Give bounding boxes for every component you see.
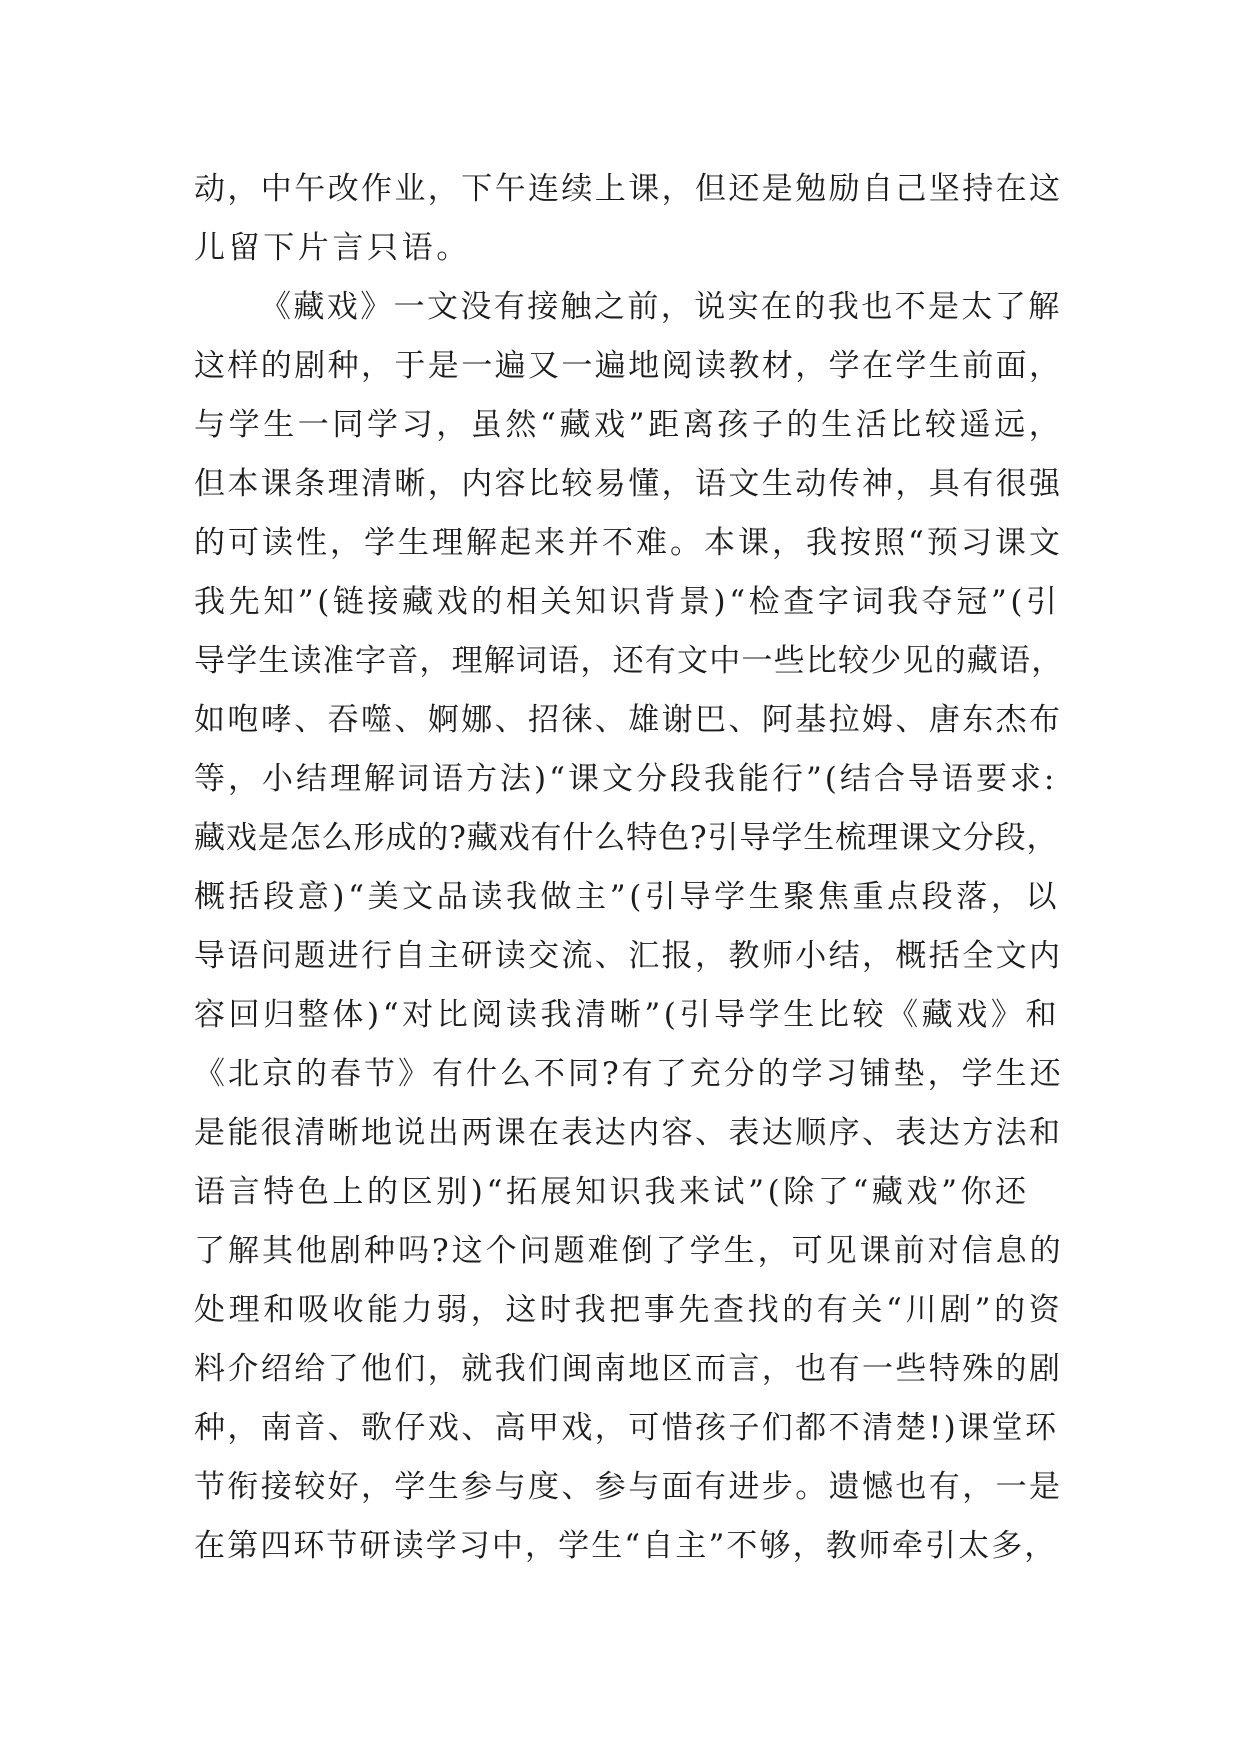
text-line: 《北京的春节》有什么不同?有了充分的学习铺垫，学生还	[194, 1056, 1064, 1092]
text-line: 藏戏是怎么形成的?藏戏有什么特色?引导学生梳理课文分段，	[194, 820, 1059, 856]
text-line: 导语问题进行自主研读交流、汇报，教师小结，概括全文内	[194, 938, 1063, 974]
text-line: 儿留下片言只语。	[194, 230, 471, 266]
text-line: 容回归整体)“对比阅读我清晰”(引导学生比较《藏戏》和	[194, 997, 1061, 1033]
text-line: 的可读性，学生理解起来并不难。本课，我按照“预习课文	[194, 525, 1063, 561]
body-text	[194, 160, 1064, 1576]
text-line: 这样的剧种，于是一遍又一遍地阅读教材，学在学生前面，	[194, 348, 1063, 384]
text-line: 动，中午改作业，下午连续上课，但还是勉励自己坚持在这	[194, 171, 1063, 207]
text-line: 我先知”(链接藏戏的相关知识背景)“检查字词我夺冠”(引	[194, 584, 1061, 620]
text-line: 料介绍给了他们，就我们闽南地区而言，也有一些特殊的剧	[194, 1351, 1063, 1387]
text-line: 导学生读准字音，理解词语，还有文中一些比较少见的藏语，	[194, 643, 1064, 679]
text-line: 处理和吸收能力弱，这时我把事先查找的有关“川剧”的资	[194, 1292, 1064, 1328]
text-line: 如咆哮、吞噬、婀娜、招徕、雄谢巴、阿基拉姆、唐东杰布	[194, 702, 1063, 738]
paragraph-start-line: 《藏戏》一文没有接触之前，说实在的我也不是太了解	[260, 289, 1062, 325]
text-line: 了解其他剧种吗?这个问题难倒了学生，可见课前对信息的	[194, 1233, 1064, 1269]
text-line: 概括段意)“美文品读我做主”(引导学生聚焦重点段落，以	[194, 879, 1061, 915]
text-line: 节衔接较好，学生参与度、参与面有进步。遗憾也有，一是	[194, 1469, 1063, 1505]
text-line: 种，南音、歌仔戏、高甲戏，可惜孩子们都不清楚!)课堂环	[194, 1410, 1059, 1446]
text-line: 语言特色上的区别)“拓展知识我来试”(除了“藏戏”你还	[194, 1174, 1030, 1210]
text-line: 等，小结理解词语方法)“课文分段我能行”(结合导语要求:	[194, 761, 1058, 797]
text-line: 但本课条理清晰，内容比较易懂，语文生动传神，具有很强	[194, 466, 1063, 502]
text-line: 是能很清晰地说出两课在表达内容、表达顺序、表达方法和	[194, 1115, 1063, 1151]
text-line: 在第四环节研读学习中，学生“自主”不够，教师牵引太多，	[194, 1528, 1058, 1564]
text-line: 与学生一同学习，虽然“藏戏”距离孩子的生活比较遥远，	[194, 407, 1064, 443]
